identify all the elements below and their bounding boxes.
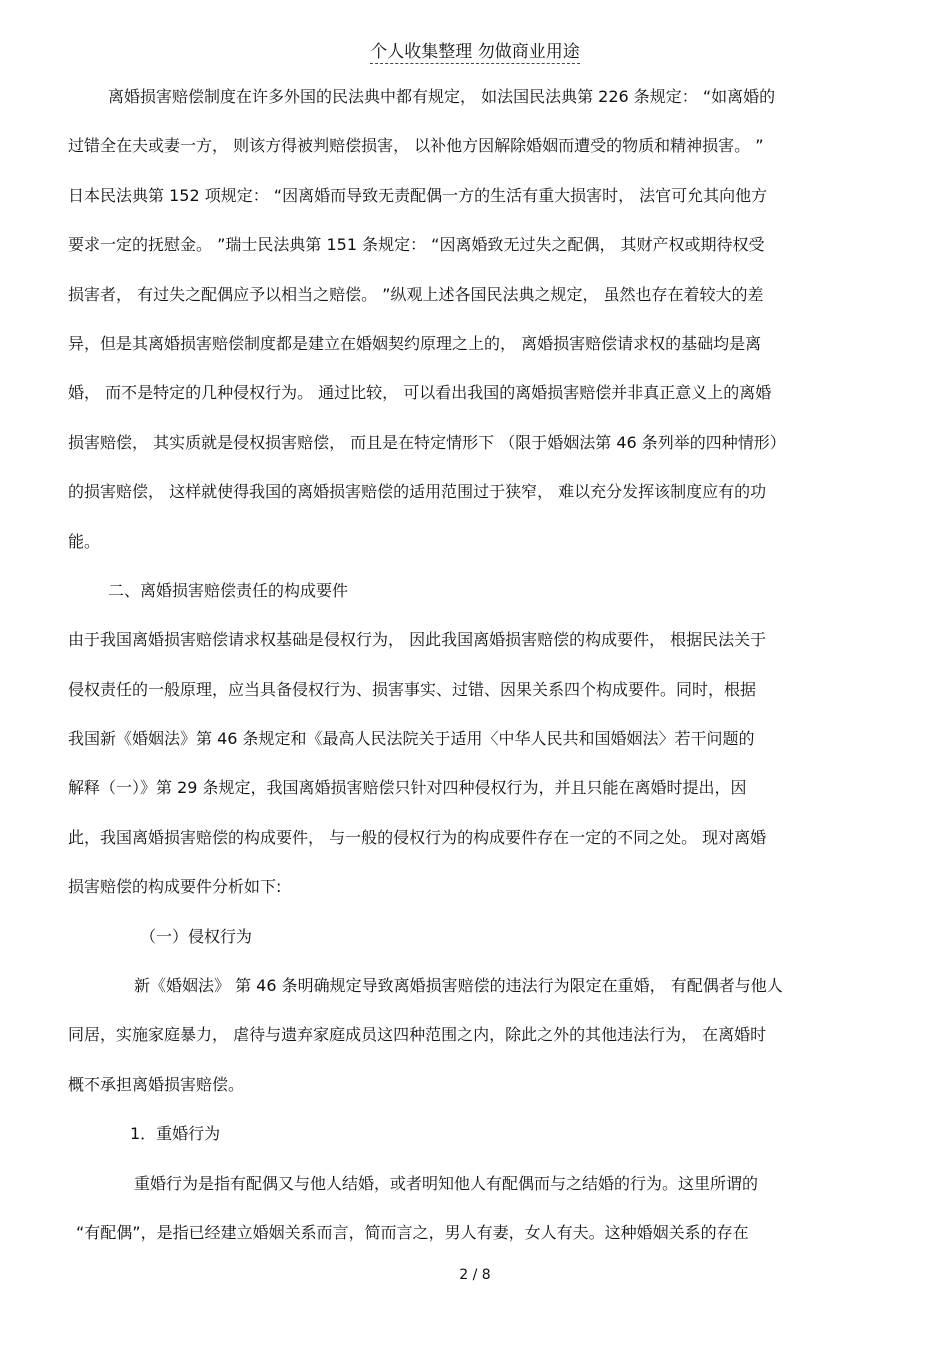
text-line: 1．重婚行为 [130,1124,221,1144]
text-line: 异，但是其离婚损害赔偿制度都是建立在婚姻契约原理之上的， 离婚损害赔偿请求权的基础均是离 [68,333,762,353]
text-line: 概不承担离婚损害赔偿。 [68,1074,245,1094]
text-line: 重婚行为是指有配偶又与他人结婚，或者明知他人有配偶而与之结婚的行为。这里所谓的 [134,1173,759,1193]
text-line: 解释（一）》第 29 条规定，我国离婚损害赔偿只针对四种侵权行为，并且只能在离婚时提出，因 [68,778,747,798]
document-body [68,72,886,1257]
text-line: 过错全在夫或妻一方， 则该方得被判赔偿损害， 以补他方因解除婚姻而遭受的物质和精神损害。 ” [68,136,764,156]
text-line: 由于我国离婚损害赔偿请求权基础是侵权行为， 因此我国离婚损害赔偿的构成要件， 根据民法关于 [68,630,767,650]
text-line: 我国新《婚姻法》第 46 条规定和《最高人民法院关于适用〈中华人民共和国婚姻法〉若干问题的 [68,729,755,749]
text-line: 同居，实施家庭暴力， 虐待与遗弃家庭成员这四种范围之内，除此之外的其他违法行为， 在离婚时 [68,1025,767,1045]
text-line: 的损害赔偿， 这样就使得我国的离婚损害赔偿的适用范围过于狭窄， 难以充分发挥该制度应有的功 [68,482,767,502]
text-line: 要求一定的抚慰金。 ”瑞士民法典第 151 条规定： “因离婚致无过失之配偶， 其财产权或期待权受 [68,235,765,255]
text-line: 损害赔偿， 其实质就是侵权损害赔偿， 而且是在特定情形下 （限于婚姻法第 46 条列举的四种情形） [68,432,786,452]
page-number: 2 / 8 [459,1267,491,1283]
text-line: 二、离婚损害赔偿责任的构成要件 [108,580,349,600]
text-line: 损害赔偿的构成要件分析如下: [68,877,282,897]
text-line: “有配偶”，是指已经建立婚姻关系而言，简而言之，男人有妻，女人有夫。这种婚姻关系的存在 [76,1222,749,1242]
page-header [0,40,950,64]
header-text: 个人收集整理 勿做商业用途 [370,42,580,62]
text-line: 损害者， 有过失之配偶应予以相当之赔偿。 ”纵观上述各国民法典之规定， 虽然也存在着较大的差 [68,284,764,304]
text-line: （一）侵权行为 [140,926,253,946]
text-line: 侵权责任的一般原理，应当具备侵权行为、损害事实、过错、因果关系四个构成要件。同时，根据 [68,679,757,699]
text-line: 此，我国离婚损害赔偿的构成要件， 与一般的侵权行为的构成要件存在一定的不同之处。 现对离婚 [68,827,767,847]
text-line: 能。 [68,531,101,551]
text-line: 离婚损害赔偿制度在许多外国的民法典中都有规定， 如法国民法典第 226 条规定： “如离婚的 [108,87,776,106]
text-line: 新《婚姻法》 第 46 条明确规定导致离婚损害赔偿的违法行为限定在重婚， 有配偶者与他人 [134,976,783,996]
text-line: 日本民法典第 152 项规定： “因离婚而导致无责配偶一方的生活有重大损害时， 法官可允其向他方 [68,185,768,205]
text-line: 婚， 而不是特定的几种侵权行为。 通过比较， 可以看出我国的离婚损害赔偿并非真正意义上的离婚 [68,383,772,403]
